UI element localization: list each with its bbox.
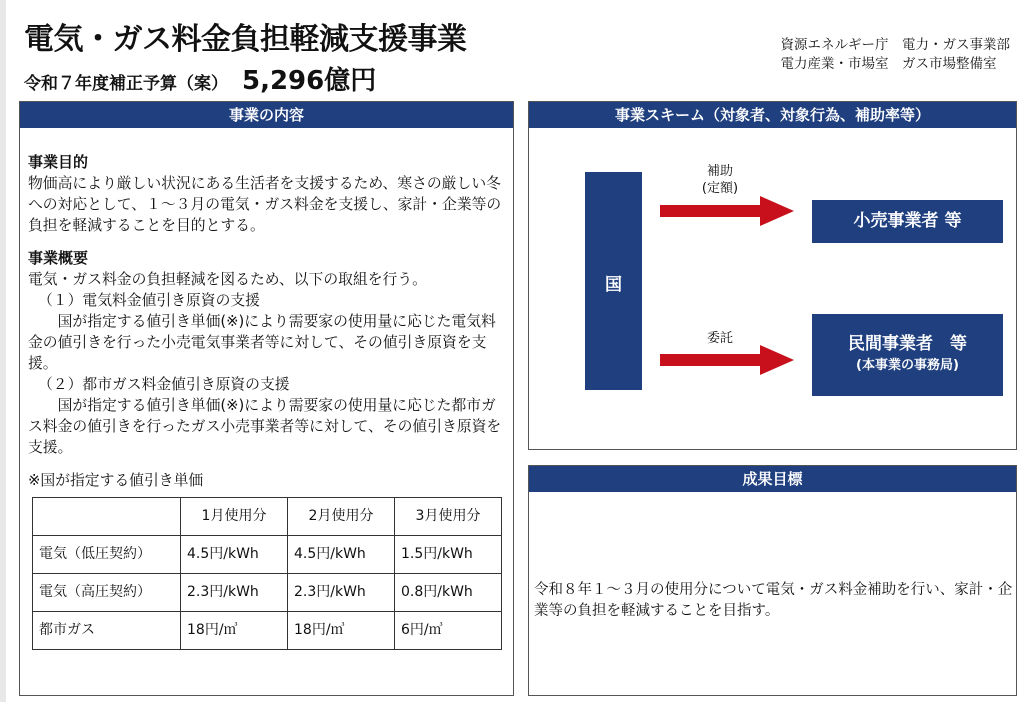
overview-intro: 電気・ガス料金の負担軽減を図るため、以下の取組を行う。 — [28, 271, 427, 288]
subsidy-arrow-icon — [660, 196, 794, 226]
retailer-box: 小売事業者 等 — [812, 200, 1003, 243]
table-cell: 18円/㎥ — [288, 612, 395, 650]
table-cell: 4.5円/kWh — [181, 536, 288, 574]
column-header: 2月使用分 — [288, 498, 395, 536]
table-cell: 1.5円/kWh — [395, 536, 502, 574]
item-2-body: 国が指定する値引き単価(※)により需要家の使用量に応じた都市ガス料金の値引きを行ったガス小売事業者等に対して、その値引き原資を支援。 — [28, 397, 502, 456]
entrust-arrow-icon — [660, 345, 794, 375]
left-edge-bar — [0, 0, 6, 702]
scheme-panel-heading: 事業スキーム（対象者、対象行為、補助率等） — [529, 102, 1016, 128]
column-header: 3月使用分 — [395, 498, 502, 536]
entrust-label: 委託 — [706, 331, 733, 346]
subsidy-label — [688, 163, 752, 197]
department-line-2: 電力産業・市場室 ガス市場整備室 — [780, 56, 997, 72]
table-cell: 0.8円/kWh — [395, 574, 502, 612]
content-panel-heading: 事業の内容 — [20, 102, 513, 128]
column-header: 1月使用分 — [181, 498, 288, 536]
price-table-header — [33, 498, 502, 536]
page-title: 電気・ガス料金負担軽減支援事業 — [24, 22, 467, 57]
item-2-title: （２）都市ガス料金値引き原資の支援 — [38, 376, 290, 393]
country-box — [585, 172, 642, 390]
purpose-title: 事業目的 — [28, 153, 89, 171]
table-row — [33, 612, 502, 650]
price-note-title: ※国が指定する値引き単価 — [28, 472, 204, 489]
item-1-body: 国が指定する値引き単価(※)により需要家の使用量に応じた電気料金の値引きを行った小売電気事業者等に対して、その値引き原資を支援。 — [28, 313, 496, 372]
table-cell: 2.3円/kWh — [288, 574, 395, 612]
purpose-text: 物価高により厳しい状況にある生活者を支援するため、寒さの厳しい冬への対応として、１～３月の電気・ガス料金を支援し、家計・企業等の負担を軽減することを目的とする。 — [28, 175, 502, 234]
table-row — [33, 536, 502, 574]
goal-text: 令和８年１～３月の使用分について電気・ガス料金補助を行い、家計・企業等の負担を軽減することを目指す。 — [534, 582, 1013, 619]
budget-amount: 5,296億円 — [242, 66, 377, 96]
private-operator-box — [812, 314, 1003, 396]
country-label: 国 — [605, 275, 622, 295]
table-cell: 18円/㎥ — [181, 612, 288, 650]
budget-label: 令和７年度補正予算（案） — [24, 74, 228, 94]
table-cell: 2.3円/kWh — [181, 574, 288, 612]
subsidy-label-line-1: 補助 — [706, 164, 733, 179]
table-cell: 6円/㎥ — [395, 612, 502, 650]
row-label: 電気（高圧契約） — [33, 574, 181, 612]
department-line-1: 資源エネルギー庁 電力・ガス事業部 — [780, 37, 1010, 53]
subsidy-label-line-2: (定額) — [701, 181, 739, 196]
budget-line — [24, 60, 376, 97]
private-operator-label: 民間事業者 等 — [848, 334, 967, 354]
row-label: 電気（低圧契約） — [33, 536, 181, 574]
price-table-corner — [33, 498, 181, 536]
row-label: 都市ガス — [33, 612, 181, 650]
table-row — [33, 574, 502, 612]
goal-panel-heading: 成果目標 — [529, 466, 1016, 492]
secretariat-label: (本事業の事務局) — [856, 358, 959, 373]
content-panel — [19, 101, 514, 696]
item-1-title: （１）電気料金値引き原資の支援 — [38, 292, 260, 309]
department — [781, 36, 1011, 74]
table-cell: 4.5円/kWh — [288, 536, 395, 574]
price-table — [32, 497, 502, 650]
overview-title: 事業概要 — [28, 249, 89, 267]
